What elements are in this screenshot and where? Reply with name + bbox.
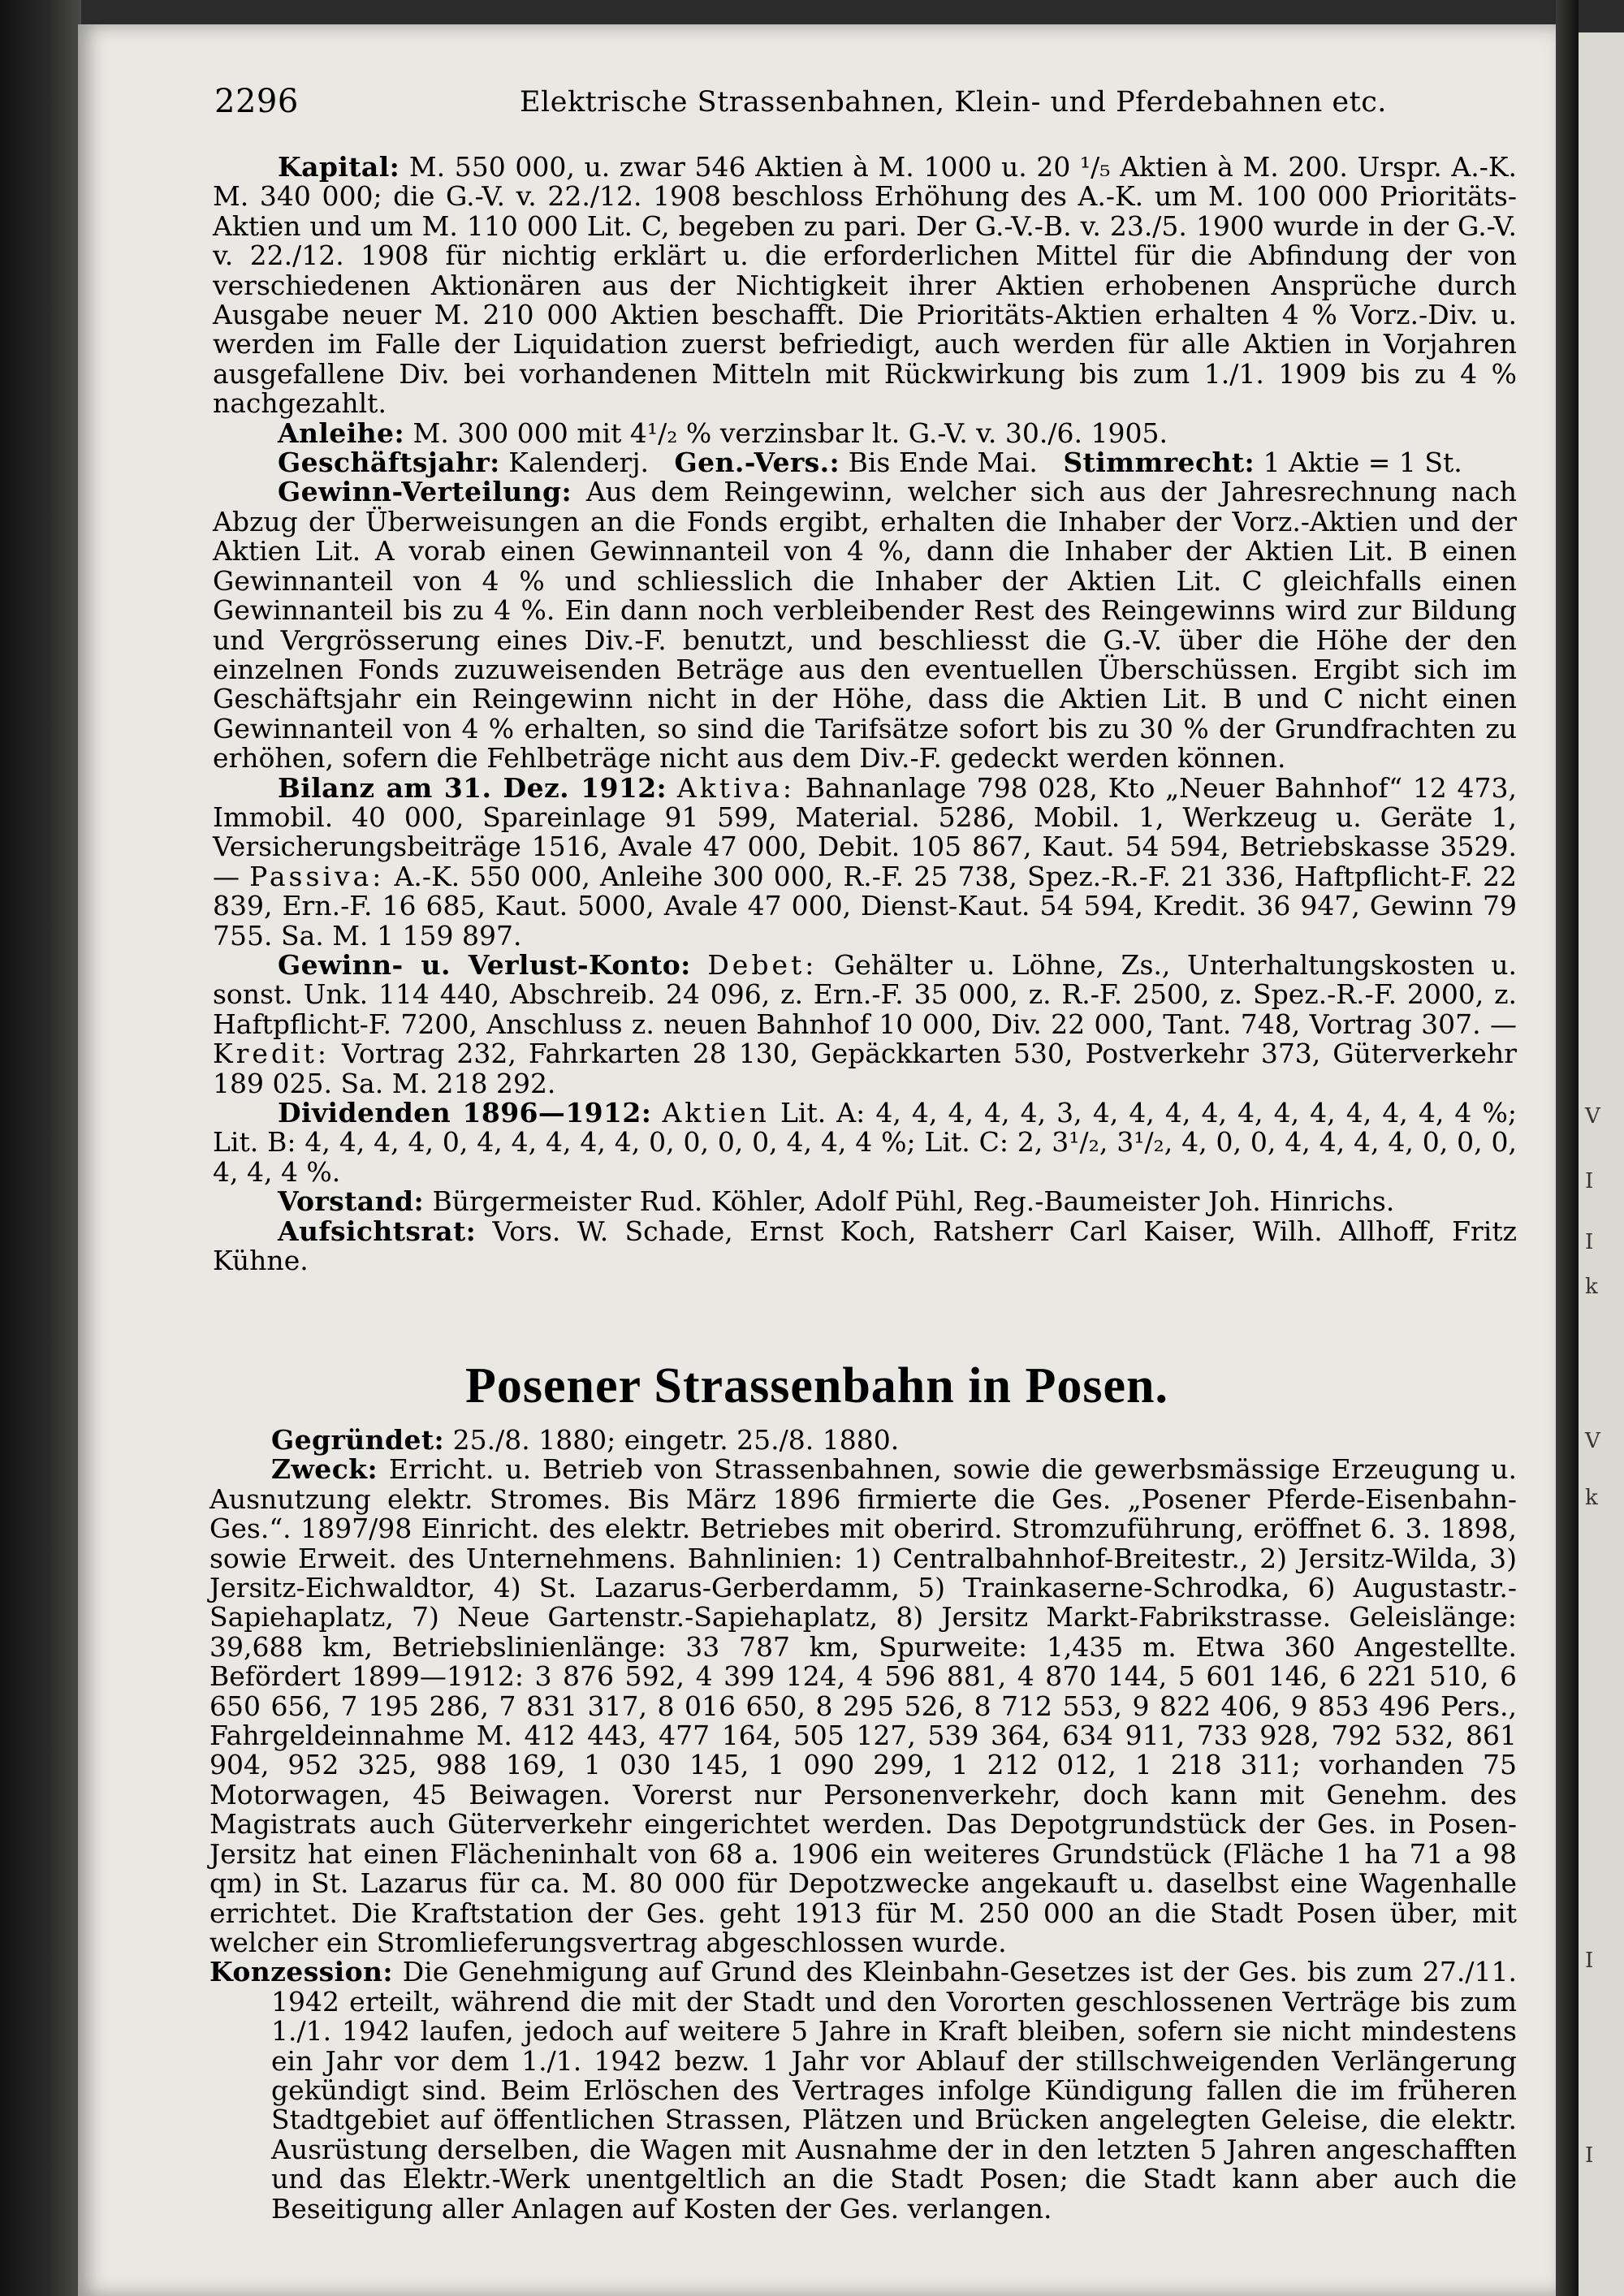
konzession-text: Die Genehmigung auf Grund des Kleinbahn-Gesetzes ist der Ges. bis zum 27./11. 1942 erteilt, während die mit der Stadt und den Vororten geschlossenen Verträge bis zum 1./1. 1942 laufen, jedoch auf weitere 5 Jahre in Kraft bleiben, sofern sie nicht mindestens ein Jahr vor dem 1./1. 1942 bezw. 1 Jahr vor Ablauf der stillschweigenden Verlängerung gekündigt sind. Beim Erlöschen des Vertrages infolge Kündigung fallen die im früheren Stadtgebiet auf öffentlichen Strassen, Plätzen und Brücken angelegten Geleise, die elektr. Ausrüstung derselben, die Wagen mit Ausnahme der in den letzten 5 Jahren angeschafften und das Elektr.-Werk unentgeltlich an die Stadt Posen; die Stadt kann aber auch die Beseitigung aller Anlagen auf Kosten der Ges. verlangen. xyxy=(271,1956,1517,2225)
gegruendet-paragraph xyxy=(209,1426,1517,1455)
margin-fragment: I xyxy=(1585,1230,1594,1254)
aufsichtsrat-paragraph xyxy=(213,1217,1517,1276)
gewinn-paragraph xyxy=(213,477,1517,773)
dividenden-label: Dividenden 1896—1912: xyxy=(278,1097,652,1129)
aktiva-text: Bahnanlage 798 028, Kto „Neuer Bahnhof“ 12 473, Immobil. 40 000, Spareinlage 91 599, Material. 5286, Mobil. 1, Werkzeug u. Geräte 1, Versicherungsbeiträge 1516, Avale 47 000, Debit. 105 867, Kaut. 54 594, Betriebskasse 3529. — xyxy=(213,771,1518,892)
dividenden-aktien: Aktien xyxy=(662,1097,770,1129)
debet-label: Debet: xyxy=(707,948,818,981)
running-title: Elektrische Strassenbahnen, Klein- und Pferdebahnen etc. xyxy=(520,86,1387,119)
margin-fragment: V xyxy=(1585,1429,1600,1453)
genvers-label: Gen.-Vers.: xyxy=(674,447,840,479)
scan-left-edge xyxy=(0,0,81,2296)
anleihe-paragraph xyxy=(213,416,1517,449)
margin-fragment: k xyxy=(1585,1275,1598,1299)
konzession-paragraph xyxy=(209,1957,1517,2224)
stimmrecht-text: 1 Aktie = 1 St. xyxy=(1263,447,1462,479)
zweck-label: Zweck: xyxy=(271,1453,378,1486)
kredit-text: Vortrag 232, Fahrkarten 28 130, Gepäckkarten 530, Postverkehr 373, Güterverkehr 189 025. Sa. M. 218 292. xyxy=(213,1038,1517,1099)
guv-paragraph xyxy=(213,948,1517,1099)
dividenden-text: Lit. A: 4, 4, 4, 4, 4, 3, 4, 4, 4, 4, 4, 4, 4, 4, 4, 4, 4 %; Lit. B: 4, 4, 4, 4, 0, 4, 4, 4, 4, 4, 0, 0, 0, 0, 4, 4, 4 %; Lit. C: 2, 3¹/₂, 3¹/₂, 4, 0, 0, 4, 4, 4, 4, 0, 0, 0, 4, 4, 4 %. xyxy=(213,1097,1517,1188)
aufsichtsrat-label: Aufsichtsrat: xyxy=(278,1215,477,1247)
debet-text: Gehälter u. Löhne, Zs., Unterhaltungskosten u. sonst. Unk. 114 440, Abschreib. 24 096, z. Ern.-F. 35 000, z. R.-F. 2500, z. Spez.-R.-F. 2000, z. Haftpflicht-F. 7200, Anschluss z. neuen Bahnhof 10 000, Div. 22 000, Tant. 748, Vortrag 307. — xyxy=(213,948,1517,1040)
vorstand-text: Bürgermeister Rud. Köhler, Adolf Pühl, Reg.-Baumeister Joh. Hinrichs. xyxy=(432,1185,1395,1218)
gewinn-text: Aus dem Reingewinn, welcher sich aus der Jahresrechnung nach Abzug der Überweisungen an die Fonds ergibt, erhalten die Inhaber der Vorz.-Aktien und der Aktien Lit. A vorab einen Gewinnanteil von 4 %, dann die Inhaber der Aktien Lit. B einen Gewinnanteil von 4 % und schliesslich die Inhaber der Aktien Lit. C gleichfalls einen Gewinnanteil bis zu 4 %. Ein dann noch verbleibender Rest des Reingewinns wird zur Bildung und Vergrösserung eines Div.-F. benutzt, und beschliesst die G.-V. über die Höhe der den einzelnen Fonds zuzuweisenden Beträge aus den eventuellen Überschüssen. Ergibt sich im Geschäftsjahr ein Reingewinn nicht in der Höhe, dass die Aktien Lit. B und C nicht einen Gewinnanteil von 4 % erhalten, so sind die Tarifsätze sofort bis zu 30 % der Grundfrachten zu erhöhen, sofern die Fehlbeträge nicht aus dem Div.-F. gedeckt werden können. xyxy=(213,476,1517,775)
kapital-label: Kapital: xyxy=(278,151,400,183)
gewinn-label: Gewinn-Verteilung: xyxy=(278,476,572,508)
bilanz-paragraph xyxy=(213,771,1518,952)
margin-fragment: I xyxy=(1585,1949,1594,1973)
dividenden-paragraph xyxy=(213,1098,1517,1187)
adjacent-page-strip xyxy=(1579,32,1624,2296)
stimmrecht-label: Stimmrecht: xyxy=(1063,447,1255,479)
genvers-text: Bis Ende Mai. xyxy=(848,447,1038,479)
geschaeftsjahr-text: Kalenderj. xyxy=(508,447,650,479)
margin-fragment: k xyxy=(1585,1486,1598,1510)
aufsichtsrat-text: Vors. W. Schade, Ernst Koch, Ratsherr Carl Kaiser, Wilh. Allhoff, Fritz Kühne. xyxy=(213,1215,1517,1277)
geschaeftsjahr-label: Geschäftsjahr: xyxy=(278,447,500,479)
vorstand-label: Vorstand: xyxy=(278,1185,425,1218)
vorstand-paragraph xyxy=(213,1187,1517,1216)
kapital-text: M. 550 000, u. zwar 546 Aktien à M. 1000 u. 20 ¹/₅ Aktien à M. 200. Urspr. A.-K. M. 340 000; die G.-V. v. 22./12. 1908 beschloss Erhöhung des A.-K. um M. 100 000 Prioritäts-Aktien und um M. 110 000 Lit. C, begeben zu pari. Der G.-V.-B. v. 23./5. 1900 wurde in der G.-V. v. 22./12. 1908 für nichtig erklärt u. die erforderlichen Mittel für die Abfindung der von verschiedenen Aktionären aus der Nichtigkeit ihrer Aktien erhobenen Ansprüche durch Ausgabe neuer M. 210 000 Aktien beschafft. Die Prioritäts-Aktien erhalten 4 % Vorz.-Div. u. werden im Falle der Liquidation zuerst befriedigt, auch werden für alle Aktien in Vorjahren ausgefallene Div. bei vorhandenen Mitteln mit Rückwirkung bis zum 1./1. 1909 bis zu 4 % nachgezahlt. xyxy=(213,151,1517,420)
scan-gutter xyxy=(1556,0,1579,2296)
margin-fragment: V xyxy=(1585,1104,1600,1129)
margin-fragment: I xyxy=(1585,1169,1594,1193)
kapital-paragraph xyxy=(213,153,1517,419)
margin-fragment: I xyxy=(1585,2143,1594,2168)
page-number: 2296 xyxy=(214,83,299,120)
passiva-label: Passiva: xyxy=(249,860,385,892)
anleihe-label: Anleihe: xyxy=(278,416,405,449)
gegruendet-text: 25./8. 1880; eingetr. 25./8. 1880. xyxy=(452,1424,900,1456)
meta-paragraph xyxy=(213,448,1517,477)
company-entry-2 xyxy=(209,1426,1517,2224)
passiva-text: A.-K. 550 000, Anleihe 300 000, R.-F. 25 738, Spez.-R.-F. 21 336, Haftpflicht-F. 22 839, Ern.-F. 16 685, Kaut. 5000, Avale 47 000, Dienst-Kaut. 54 594, Kredit. 36 947, Gewinn 79 755. Sa. M. 1 159 897. xyxy=(213,860,1517,952)
konzession-label: Konzession: xyxy=(209,1956,393,1988)
company-entry-1 xyxy=(213,153,1517,1275)
bilanz-label: Bilanz am 31. Dez. 1912: xyxy=(278,771,667,804)
company-title: Posener Strassenbahn in Posen. xyxy=(465,1358,1168,1413)
zweck-paragraph xyxy=(209,1455,1517,1957)
aktiva-label: Aktiva: xyxy=(676,771,795,804)
guv-label: Gewinn- u. Verlust-Konto: xyxy=(278,948,691,981)
anleihe-text: M. 300 000 mit 4¹/₂ % verzinsbar lt. G.-V. v. 30./6. 1905. xyxy=(412,416,1168,449)
zweck-text: Erricht. u. Betrieb von Strassenbahnen, sowie die gewerbsmässige Erzeugung u. Ausnutzung elektr. Stromes. Bis März 1896 firmierte die Ges. „Posener Pferde-Eisenbahn-Ges.“. 1897/98 Einricht. des elektr. Betriebes mit oberird. Stromzuführung, eröffnet 6. 3. 1898, sowie Erweit. des Unternehmens. Bahnlinien: 1) Centralbahnhof-Breitestr., 2) Jersitz-Wilda, 3) Jersitz-Eichwaldtor, 4) St. Lazarus-Gerberdamm, 5) Trainkaserne-Schrodka, 6) Augustastr.-Sapiehaplatz, 7) Neue Gartenstr.-Sapiehaplatz, 8) Jersitz Markt-Fabrikstrasse. Geleislänge: 39,688 km, Betriebslinienlänge: 33 787 km, Spurweite: 1,435 m. Etwa 360 Angestellte. Befördert 1899—1912: 3 876 592, 4 399 124, 4 596 881, 4 870 144, 5 601 146, 6 221 510, 6 650 656, 7 195 286, 7 831 317, 8 016 650, 8 295 526, 8 712 553, 9 822 406, 9 853 496 Pers., Fahrgeldeinnahme M. 412 443, 477 164, 505 127, 539 364, 634 911, 733 928, 792 532, 861 904, 952 325, 988 169, 1 030 145, 1 090 299, 1 212 012, 1 218 311; vorhanden 75 Motorwagen, 45 Beiwagen. Vorerst nur Personenverkehr, doch kann mit Genehm. des Magistrats auch Güterverkehr eingerichtet werden. Das Depotgrundstück der Ges. in Posen-Jersitz hat einen Flächeninhalt von 68 a. 1906 ein weiteres Grundstück (Fläche 1 ha 71 a 98 qm) in St. Lazarus für ca. M. 80 000 für Depotzwecke angekauft u. daselbst eine Wagenhalle errichtet. Die Kraftstation der Ges. geht 1913 für M. 250 000 an die Stadt Posen über, mit welcher ein Stromlieferungsvertrag abgeschlossen wurde. xyxy=(209,1453,1517,1958)
gegruendet-label: Gegründet: xyxy=(271,1424,445,1456)
kredit-label: Kredit: xyxy=(213,1038,330,1070)
